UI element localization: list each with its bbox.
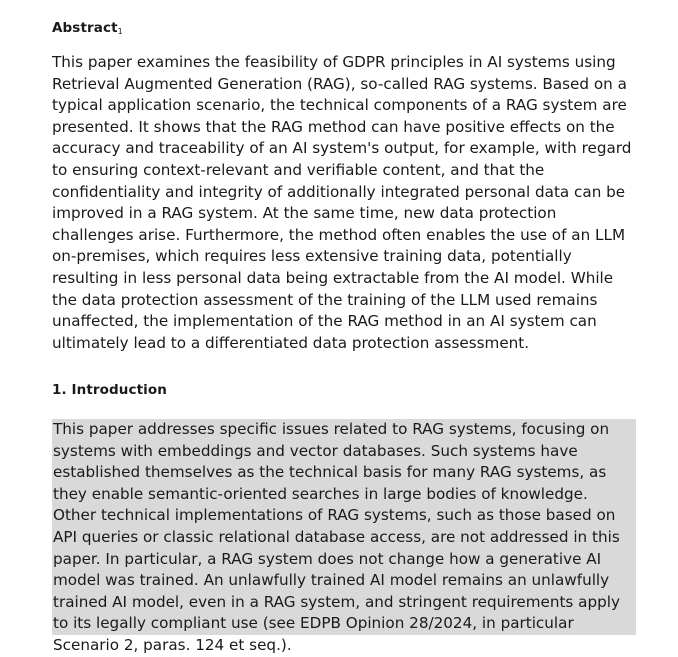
- abstract-heading: [52, 20, 123, 36]
- introduction-paragraph-highlighted: This paper addresses specific issues related to RAG systems, focusing on systems with embeddings and vector databases. Such systems have established themselves as the technical basis for many RAG systems, as they enable semantic-oriented searches in large bodies of knowledge. Other technical implementations of RAG systems, such as those based on API queries or classic relational database access, are not addressed in this paper. In particular, a RAG system does not change how a generative AI model was trained. An unlawfully trained AI model remains an unlawfully trained AI model, even in a RAG system, and stringent requirements apply to its legally compliant use (see EDPB Opinion 28/2024, in particular Scenario 2, paras. 124 et seq.).: [52, 419, 636, 635]
- abstract-paragraph: This paper examines the feasibility of GDPR principles in AI systems using Retrieval Augmented Generation (RAG), so-called RAG systems. Based on a typical application scenario, the technical components of a RAG system are presented. It shows that the RAG method can have positive effects on the accuracy and traceability of an AI system's output, for example, with regard to ensuring context-relevant and verifiable content, and that the confidentiality and integrity of additionally integrated personal data can be improved in a RAG system. At the same time, new data protection challenges arise. Furthermore, the method often enables the use of an LLM on-premises, which requires less extensive training data, potentially resulting in less personal data being extractable from the AI model. While the data protection assessment of the training of the LLM used remains unaffected, the implementation of the RAG method in an AI system can ultimately lead to a differentiated data protection assessment.: [52, 53, 632, 352]
- abstract-title: Abstract: [52, 20, 118, 36]
- footnote-marker[interactable]: 1: [117, 27, 123, 36]
- introduction-heading: 1. Introduction: [52, 382, 167, 398]
